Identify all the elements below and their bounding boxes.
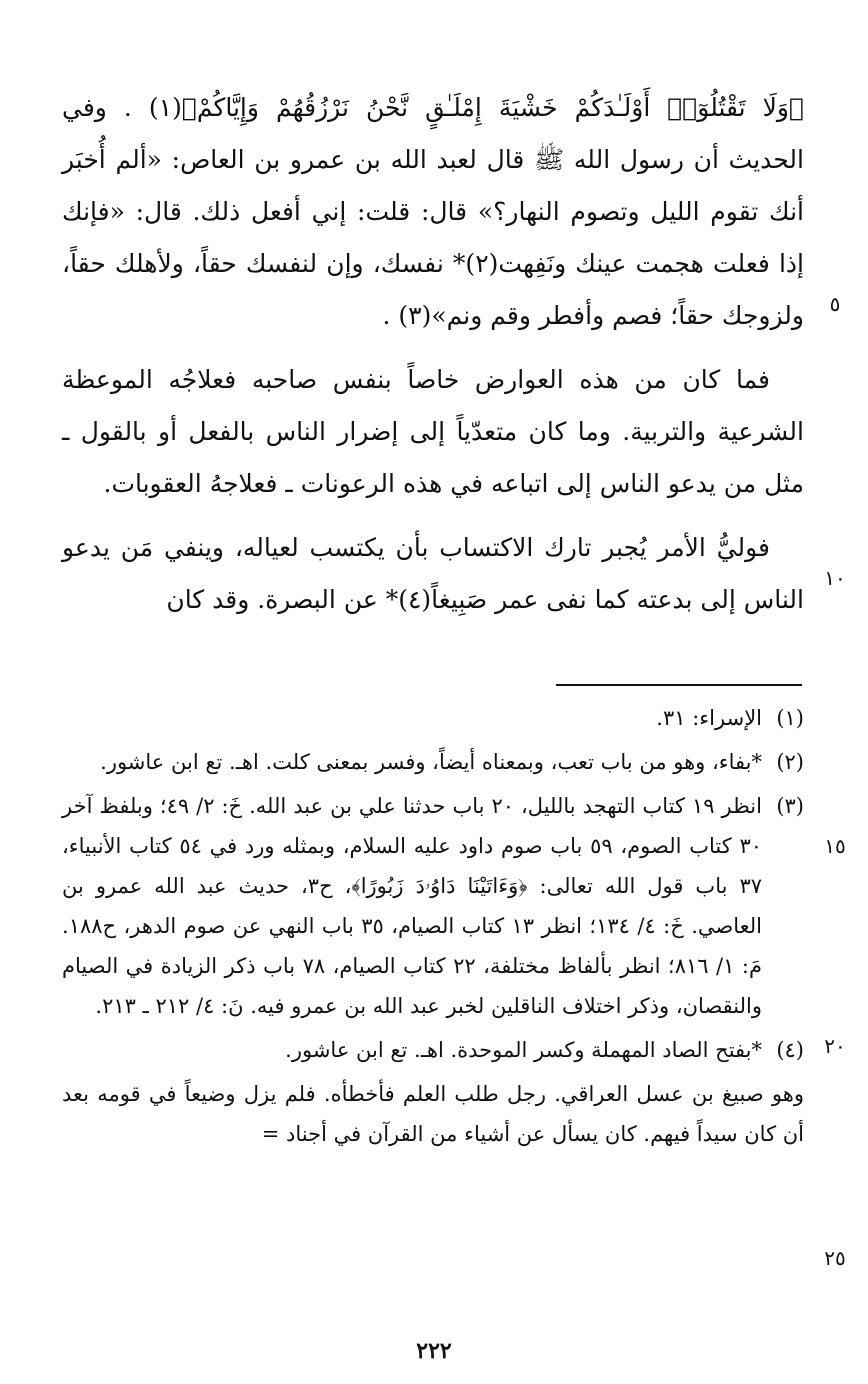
page-number: ٢٢٢ (416, 1338, 452, 1364)
footnote-1 (62, 698, 804, 738)
line-number-10: ١٠ (824, 566, 846, 590)
footnote-number: (٣) (776, 794, 804, 818)
main-text (62, 82, 804, 626)
paragraph-1: ﴿وَلَا تَقْتُلُوٓا۟ أَوْلَـٰدَكُمْ خَشْيَةَ إِمْلَـٰقٍ نَّحْنُ نَرْزُقُهُمْ وَإِيَّاكُمْ﴾(١) . وفي الحديث أن رسول الله ﷺ قال لعبد الله بن عمرو بن العاص: «ألم أُخبَر أنك تقوم الليل وتصوم النهار؟» قال: قلت: إني أفعل ذلك. قال: «فإنك إذا فعلت هجمت عينك ونَفِهت(٢)* نفسك، وإن لنفسك حقاً، ولأهلك حقاً، ولزوجك حقاً؛ فصم وأفطر وقم ونم»(٣) . (62, 93, 805, 330)
footnote-4 (62, 1030, 804, 1070)
line-number-5: ٥ (829, 292, 841, 316)
footnote-4-continuation: وهو صبيغ بن عسل العراقي. رجل طلب العلم فأخطأه. فلم يزل وضيعاً في قومه بعد أن كان سيداً فيهم. كان يسأل عن أشياء من القرآن في أجناد = (62, 1082, 804, 1146)
footnote-2 (62, 742, 804, 782)
footnote-number: (٤) (776, 1038, 804, 1062)
footnote-text: انظر ١٩ كتاب التهجد بالليل، ٢٠ باب حدثنا علي بن عبد الله. خَ: ٢/ ٤٩؛ وبلفظ آخر ٣٠ كتاب الصوم، ٥٩ باب صوم داود عليه السلام، وبمثله ورد في ٥٤ كتاب الأنبياء، ٣٧ باب قول الله تعالى: ﴿وَءَاتَيْنَا دَاوُۥدَ زَبُورًا﴾، ح٣، حديث عبد الله عمرو بن العاصي. خَ: ٤/ ١٣٤؛ انظر ١٣ كتاب الصيام، ٣٥ باب النهي عن صوم الدهر، ح١٨٨. مَ: ١/ ٨١٦؛ انظر بألفاظ مختلفة، ٢٢ كتاب الصيام، ٧٨ باب ذكر الزيادة في الصيام والنقصان، وذكر اختلاف الناقلين لخبر عبد الله بن عمرو فيه. نَ: ٤/ ٢١٢ ـ ٢١٣. (62, 794, 763, 1018)
line-number-15: ١٥ (824, 834, 846, 858)
footnote-number: (١) (776, 706, 804, 730)
footnotes (62, 698, 804, 1158)
footnote-text: الإسراء: ٣١. (656, 706, 762, 730)
line-number-20: ٢٠ (824, 1034, 846, 1058)
footnote-3 (62, 786, 804, 1026)
paragraph-2: فما كان من هذه العوارض خاصاً بنفس صاحبه فعلاجُه الموعظة الشرعية والتربية. وما كان متعدّياً إلى إضرار الناس بالفعل أو بالقول ـ مثل من يدعو الناس إلى اتباعه في هذه الرعونات ـ فعلاجهُ العقوبات. (62, 365, 804, 498)
footnote-separator (556, 684, 802, 686)
paragraph-3: فوليُّ الأمر يُجبر تارك الاكتساب بأن يكتسب لعياله، وينفي مَن يدعو الناس إلى بدعته كما نفى عمر صَبِيغاً(٤)* عن البصرة. وقد كان (62, 533, 804, 614)
footnote-text: *بفتح الصاد المهملة وكسر الموحدة. اهـ. تع ابن عاشور. (285, 1038, 762, 1062)
footnote-number: (٢) (776, 750, 804, 774)
footnote-text: *بفاء، وهو من باب تعب، وبمعناه أيضاً، وفسر بمعنى كلت. اهـ. تع ابن عاشور. (100, 750, 762, 774)
line-number-25: ٢٥ (824, 1246, 846, 1270)
